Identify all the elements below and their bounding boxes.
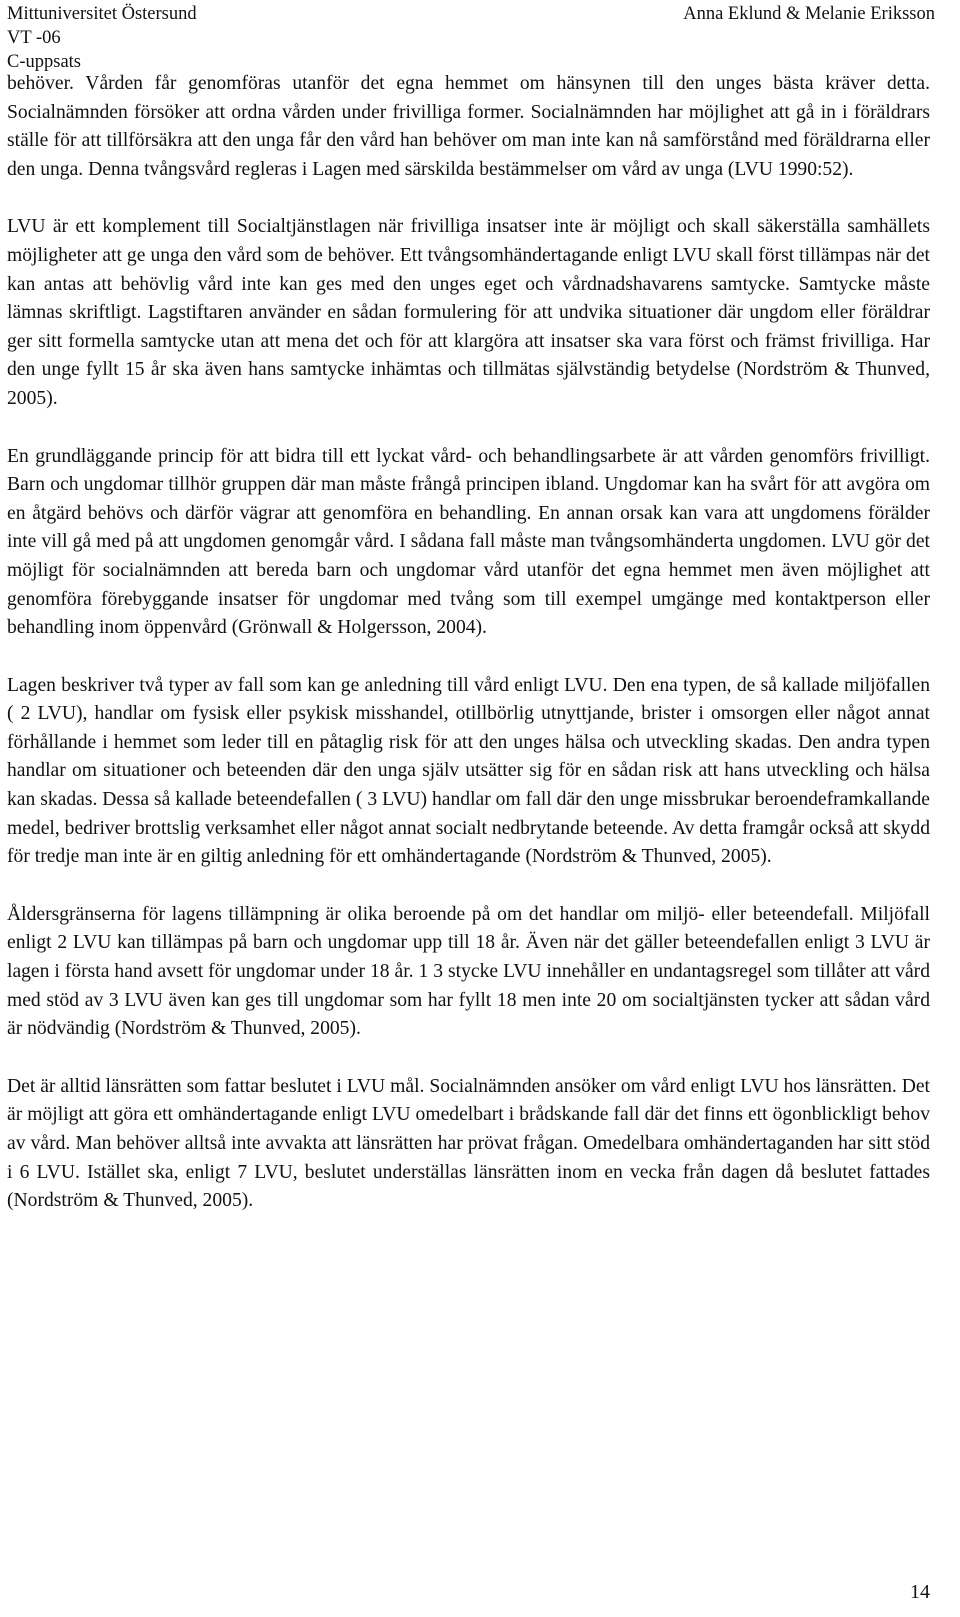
- document-body: [7, 70, 930, 1245]
- paragraph-4: Lagen beskriver två typer av fall som kan ge anledning till vård enligt LVU. Den ena typen, de så kallade miljöfallen ( 2 LVU), handlar om fysisk eller psykisk misshandel, otillbörlig utnyttjande, brister i omsorgen eller något annat förhållande i hemmet som leder till en påtaglig risk för att den unges hälsa och utveckling skadas. Den andra typen handlar om situationer och beteenden där den unga själv utsätter sig för en sådan risk att hans utveckling och hälsa kan skadas. Dessa så kallade beteendefallen ( 3 LVU) handlar om fall där den unge missbrukar beroendeframkallande medel, bedriver brottslig verksamhet eller något annat socialt nedbrytande beteende. Av detta framgår också att skydd för tredje man inte är en giltig anledning för ett omhändertagande (Nordström & Thunved, 2005).: [7, 674, 930, 868]
- paragraph-3: En grundläggande princip för att bidra till ett lyckat vård- och behandlingsarbete är att vården genomförs frivilligt. Barn och ungdomar tillhör gruppen där man måste frångå principen ibland. Ungdomar kan ha svårt för att avgöra om en åtgärd behövs och därför vägrar att genomföra en behandling. En annan orsak kan vara att ungdomens förälder inte vill gå med på att ungdomen genomgår vård. I sådana fall måste man tvångsomhänderta ungdomen. LVU gör det möjligt för socialnämnden att bereda barn och ungdomar vård utanför det egna hemmet men även möjlighet att genomföra förebyggande insatser för ungdomar med tvång som till exempel umgänge med kontaktperson eller behandling inom öppenvård (Grönwall & Holgersson, 2004).: [7, 445, 930, 639]
- paragraph-5: Åldersgränserna för lagens tillämpning är olika beroende på om det handlar om miljö- eller beteendefall. Miljöfall enligt 2 LVU kan tillämpas på barn och ungdomar upp till 18 år. Även när det gäller beteendefallen enligt 3 LVU är lagen i första hand avsett för ungdomar under 18 år. 1 3 stycke LVU innehåller en undantagsregel som tillåter att vård med stöd av 3 LVU även kan ges till ungdomar som har fyllt 18 men inte 20 om socialtjänsten tycker att sådan vård är nödvändig (Nordström & Thunved, 2005).: [7, 903, 930, 1040]
- header-thesis-type: C-uppsats: [7, 52, 81, 72]
- header-left-block: [7, 2, 197, 74]
- header-institution: Mittuniversitet Östersund: [7, 4, 197, 24]
- paragraph-6: Det är alltid länsrätten som fattar beslutet i LVU mål. Socialnämnden ansöker om vård enligt LVU hos länsrätten. Det är möjligt att göra ett omhändertagande enligt LVU omedelbart i brådskande fall där det finns ett ögonblickligt behov av vård. Man behöver alltså inte avvakta att länsrätten har prövat frågan. Omedelbara omhändertaganden har sitt stöd i 6 LVU. Istället ska, enligt 7 LVU, beslutet underställas länsrätten inom en vecka från dagen då beslutet fattades (Nordström & Thunved, 2005).: [7, 1075, 930, 1212]
- header-term: VT -06: [7, 28, 61, 48]
- header-authors: Anna Eklund & Melanie Eriksson: [683, 4, 935, 24]
- paragraph-1: behöver. Vården får genomföras utanför det egna hemmet om hänsynen till den unges bästa kräver detta. Socialnämnden försöker att ordna vården under frivilliga former. Socialnämnden har möjlighet att gå in i föräldrars ställe för att tillförsäkra att den unga får den vård han behöver om man inte kan nå samförstånd med föräldrarna eller den unga. Denna tvångsvård regleras i Lagen med särskilda bestämmelser om vård av unga (LVU 1990:52).: [7, 73, 930, 180]
- page-number: 14: [910, 1581, 930, 1603]
- paragraph-2: LVU är ett komplement till Socialtjänstlagen när frivilliga insatser inte är möjligt och skall säkerställa samhällets möjligheter att ge unga den vård som de behöver. Ett tvångsomhändertagande enligt LVU skall först tillämpas när det kan antas att behövlig vård inte kan ges med den unges eget och vårdnadshavarens samtycke. Samtycke måste lämnas skriftligt. Lagstiftaren använder en sådan formulering för att undvika situationer där ungdom eller föräldrar ger sitt formella samtycke utan att mena det och för att klargöra att insatser ska vara först och främst frivilliga. Har den unge fyllt 15 år ska även hans samtycke inhämtas och tillmätas självständig betydelse (Nordström & Thunved, 2005).: [7, 216, 930, 409]
